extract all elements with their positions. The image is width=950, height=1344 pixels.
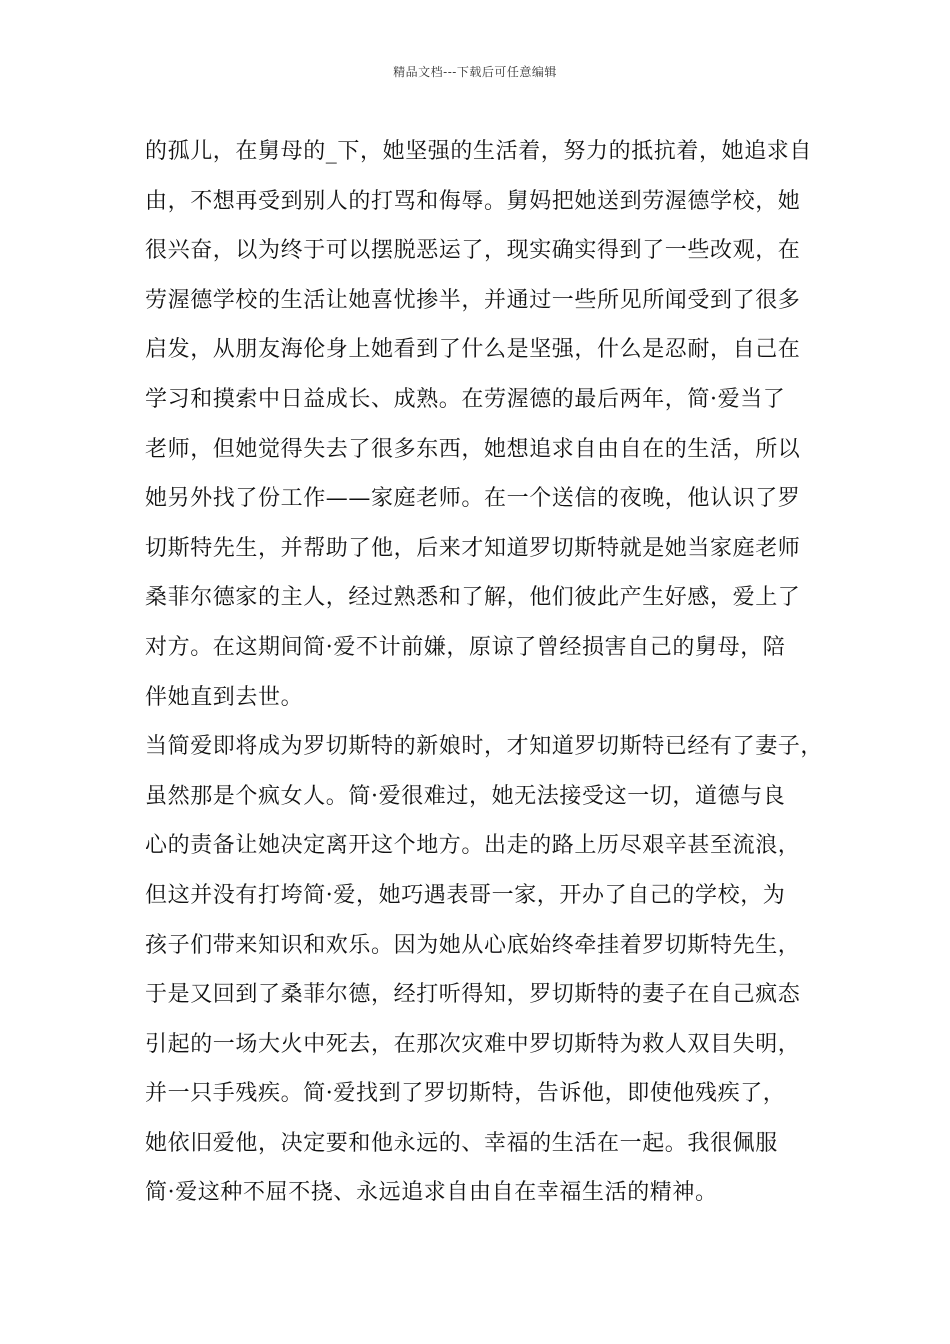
- text-line: 劳渥德学校的生活让她喜忧掺半，并通过一些所见所闻受到了很多: [145, 287, 801, 313]
- text-line: 虽然那是个疯女人。简·爱很难过，她无法接受这一切，道德与良: [145, 783, 786, 809]
- text-line: 心的责备让她决定离开这个地方。出走的路上历尽艰辛甚至流浪，: [145, 833, 801, 859]
- text-line: 对方。在这期间简·爱不计前嫌，原谅了曾经损害自己的舅母，陪: [145, 634, 786, 660]
- text-line: 于是又回到了桑菲尔德，经打听得知，罗切斯特的妻子在自己疯态: [145, 982, 801, 1008]
- page-header: 精品文档---下载后可任意编辑: [393, 65, 557, 79]
- paragraph-1: [145, 127, 825, 722]
- text-line: 她依旧爱他，决定要和他永远的、幸福的生活在一起。我很佩服: [145, 1130, 778, 1156]
- paragraph-2: [145, 722, 825, 1218]
- text-line: 启发，从朋友海伦身上她看到了什么是坚强，什么是忍耐，自己在: [145, 337, 801, 363]
- text-line: 伴她直到去世。: [145, 684, 304, 710]
- text-line: 孩子们带来知识和欢乐。因为她从心底始终牵挂着罗切斯特先生，: [145, 932, 801, 958]
- text-line: 的孤儿，在舅母的_下，她坚强的生活着，努力的抵抗着，她追求自: [145, 139, 813, 164]
- text-line: 学习和摸索中日益成长、成熟。在劳渥德的最后两年，简·爱当了: [145, 386, 786, 412]
- text-line: 很兴奋，以为终于可以摆脱恶运了，现实确实得到了一些改观，在: [145, 238, 801, 264]
- text-line: 并一只手残疾。简·爱找到了罗切斯特，告诉他，即使他残疾了，: [145, 1081, 786, 1107]
- text-line: 桑菲尔德家的主人，经过熟悉和了解，他们彼此产生好感，爱上了: [145, 585, 801, 611]
- text-line: 她另外找了份工作——家庭老师。在一个送信的夜晚，他认识了罗: [145, 486, 801, 512]
- text-line: 老师，但她觉得失去了很多东西，她想追求自由自在的生活，所以: [145, 436, 801, 462]
- text-line: 简·爱这种不屈不挠、永远追求自由自在幸福生活的精神。: [145, 1180, 718, 1206]
- text-line: 当简爱即将成为罗切斯特的新娘时，才知道罗切斯特已经有了妻子，: [145, 734, 824, 760]
- text-line: 由，不想再受到别人的打骂和侮辱。舅妈把她送到劳渥德学校，她: [145, 188, 801, 214]
- text-line: 切斯特先生，并帮助了他，后来才知道罗切斯特就是她当家庭老师: [145, 535, 801, 561]
- text-line: 但这并没有打垮简·爱，她巧遇表哥一家，开办了自己的学校，为: [145, 882, 786, 908]
- text-line: 引起的一场大火中死去，在那次灾难中罗切斯特为救人双目失明，: [145, 1031, 801, 1057]
- body-text: [145, 127, 825, 1218]
